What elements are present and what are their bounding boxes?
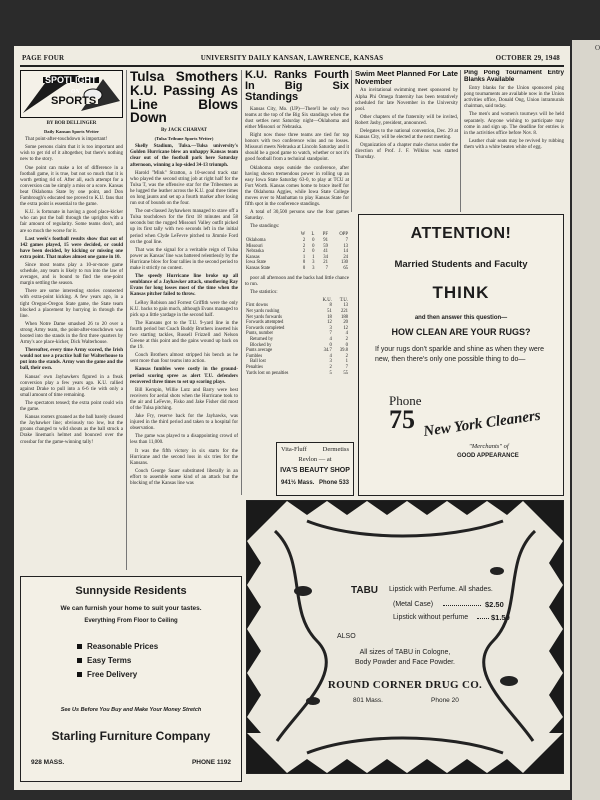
spotlight-column — [20, 70, 123, 570]
stat-label: Yards lost on penalties — [246, 370, 289, 376]
tulsa-continuation: poor all afternoon and the backs had little chance to run. — [245, 275, 349, 287]
cell: 2 — [302, 249, 306, 255]
column-rule — [241, 70, 242, 495]
standings-header: PF — [322, 232, 328, 238]
cleaners-attention: ATTENTION! — [410, 225, 512, 242]
standings-header: L — [311, 232, 315, 238]
paper-name: UNIVERSITY DAILY KANSAN, LAWRENCE, KANSAS — [200, 54, 384, 62]
cell: 0 — [345, 342, 348, 348]
beauty-shop-ad — [276, 442, 354, 496]
ku-ranks-paragraph: A total of 30,500 persons saw the four games Saturday. — [245, 210, 349, 222]
cell: 21 — [323, 260, 328, 266]
cell: 13 — [343, 243, 348, 249]
spotlight-paragraph: Since most teams play a 10-or-more game schedule, any team is likely to run into the law of averages, and is bound to find the one-point margin settling the season. — [20, 262, 123, 287]
standings-header: OPP — [339, 232, 348, 238]
cell: 59 — [323, 243, 328, 249]
tabu-line2-item: (Metal Case) — [393, 601, 434, 608]
cell: 12 — [343, 325, 348, 331]
furniture-ad-title: Sunnyside Residents — [75, 585, 187, 597]
cell: 24 — [343, 254, 348, 260]
table-row — [245, 371, 349, 377]
tulsa-paragraph: The game was played to a disappointing crowd of less than 11,000. — [130, 434, 238, 446]
furniture-ad-phone: PHONE 1192 — [191, 759, 231, 766]
cell: 4 — [345, 331, 348, 337]
ku-ranks-headline: K.U. Ranks Fourth In Big Six Standings — [245, 70, 349, 104]
tulsa-byline-role: (Tulsa Tribune Sports Writer) — [154, 136, 214, 142]
cell: 3 — [312, 266, 315, 271]
cell: 1 — [302, 254, 306, 260]
furniture-ad-lead: We can furnish your home to suit your tastes. — [60, 605, 202, 612]
cleaners-phone-label: Phone — [389, 393, 422, 408]
tulsa-byline: By JACK CHARVAT — [160, 128, 208, 134]
ping-pong-paragraph: The men's and women's tourneys will be held separately. Anyone wishing to participate may come in and sign up. The deadline for entries is in the activities office before Nov. 8. — [464, 112, 564, 136]
cell: 12 — [327, 320, 332, 326]
swim-meet-headline: Swim Meet Planned For Late November — [355, 70, 458, 86]
cell: 1 — [345, 359, 348, 365]
tulsa-paragraph: Harold "Mink" Stratton, a 10-second track star who played the second string job at right half for the Tulsa T, was the offensive star for the Tribesmen as he lugged the leather across the K.U. goal three times on long jaunts and set up a fourth marker after losing run out of bounds on the four. — [130, 170, 238, 207]
spotlight-paragraph: Last week's football results show that out of 142 games played, 15 were decided, or could have been decided, by kicking or missing one extra point. That makes almost one game in 10. — [20, 236, 123, 260]
tabu-line3-price: $1.50 — [491, 613, 510, 622]
spotlight-paragraph: That point-after-touchdown is important! — [25, 137, 108, 143]
tabu-ad-ornament-border — [247, 501, 563, 773]
tabu-line1: Lipstick with Perfume. All shades. — [389, 586, 493, 593]
stat-label: Blocked by — [250, 342, 272, 348]
beauty-ad-address: 941½ Mass. — [281, 480, 315, 486]
tulsa-paragraph: Kansas fumbles were costly in the ground-period scoring spree as alert T.U. defenders recovered three times to set up scoring plays. — [130, 367, 238, 385]
cell: 55 — [343, 370, 348, 376]
cleaners-tagline-2: GOOD APPEARANCE — [457, 453, 519, 459]
spotlight-paragraph: The spectators tensed; the extra point could win the game. — [20, 400, 123, 413]
cell: 4 — [329, 353, 332, 359]
cell: 7 — [345, 238, 348, 244]
spotlight-logo-top: SPOTLIGHT — [45, 75, 97, 85]
stat-label: Forwards completed — [246, 325, 285, 331]
team-name: Oklahoma — [246, 238, 266, 244]
stat-label: Punts, number — [246, 331, 274, 337]
tulsa-paragraph: Jake Fry, reserve back for the Jayhawks, was injured in the third period and taken to a hospital for observation. — [130, 414, 238, 432]
swim-meet-column — [355, 70, 458, 210]
tulsa-paragraph: Bill Kempin, Willie Lutz and Barry were best receivers for aerial shots when the Hurricane took to the air and LeFevre, Fisko and Jake Fisher did most of the Tulsa pitching. — [130, 387, 238, 411]
spotlight-byline: BY BOB DELLINGER — [46, 121, 97, 126]
team-name: Kansas State — [246, 266, 271, 271]
spotlight-paragraph: One point can make a lot of difference in a football game, it is true, but not so much that it is worth getting rid of. After all, each attempt for a conversion can be simply a miss or a score. Kansas beat Oklahoma State by one point, and Don Fambrough's educated toe proved to K.U. fans that the extra point is essential to the game. — [20, 165, 123, 208]
tulsa-column — [130, 70, 238, 495]
furniture-ad-address: 928 MASS. — [31, 759, 65, 766]
tulsa-paragraph: That was the signal for a veritable reign of Tulsa power as Kansas' line was battered relentlessly by the Hurricane blow for four tallies in the second period to make it strictly no contest. — [130, 247, 238, 272]
bullet-icon — [77, 658, 82, 663]
cell: 3 — [329, 359, 332, 365]
masthead-rule — [20, 65, 564, 67]
furniture-ad-cta: See Us Before You Buy and Make Your Money Stretch — [60, 707, 202, 713]
cleaners-phone-number: 75 — [389, 405, 415, 434]
feature-label: Reasonable Prices — [87, 641, 159, 651]
cell: 91 — [323, 238, 328, 244]
ping-pong-paragraph: Entry blanks for the Union sponsored ping pong tournaments are available now in the Union activities office, Donald Ong, Union intramurals chairman, said today. — [464, 86, 564, 110]
cell: 7 — [325, 266, 328, 271]
list-item — [77, 665, 158, 679]
column-rule — [126, 70, 127, 570]
spotlight-byline-role: Daily Kansan Sports Writer — [43, 129, 100, 135]
cell: 13 — [343, 303, 348, 309]
cell: 188 — [340, 314, 348, 320]
cell: 2 — [345, 353, 348, 359]
spotlight-paragraph: Kansas rooters groaned as the ball barely cleared the Jayhawker line; obviously too low, but the groans changed to wild shouts as the ball struck a Drake lineman's helmet and bounced over the crossbar for the game-winning tally! — [20, 415, 123, 445]
furniture-ad — [20, 576, 242, 782]
cell: 0 — [329, 342, 332, 348]
furniture-ad-sub: Everything From Floor to Ceiling — [84, 618, 178, 624]
ping-pong-paragraph: Leather chair seats may be revived by rubbing them with a white beaten white of egg. — [464, 138, 564, 150]
bullet-icon — [77, 672, 82, 677]
ping-pong-headline: Ping Pong Tournament Entry Blanks Available — [464, 70, 564, 83]
stat-label: Fumbles — [246, 353, 263, 359]
stat-label: Net yards forwards — [246, 314, 282, 320]
tulsa-paragraph: LeRoy Robison and Forrest Griffith were the only K.U. backs to gain much, although Evans managed to pick up a little yardage in the second half. — [130, 300, 238, 318]
spotlight-logo-on: ON — [71, 89, 80, 95]
swim-paragraph: Delegates to the national convention, Dec. 29 at Kansas City, will be elected at the next meeting. — [355, 129, 458, 141]
cell: 2 — [345, 337, 348, 343]
cell: 8 — [329, 303, 332, 309]
cell: 41 — [323, 249, 328, 255]
team-name: Iowa State — [246, 260, 266, 266]
cell: 221 — [340, 309, 348, 315]
cell: 20 — [343, 320, 348, 326]
cell: 2 — [302, 238, 306, 244]
furniture-ad-feature-list — [77, 637, 158, 679]
cleaners-how-clean: HOW CLEAN ARE YOUR RUGS? — [391, 327, 531, 337]
tulsa-paragraph: Couch George Sauer substituted liberally in an effort to assemble some kind of an attack but the blocking of the Kansas line was — [130, 468, 238, 487]
tulsa-paragraph: The out-classed Jayhawkers managed to stave off a Tulsa touchdown for the first 18 minutes and 58 seconds but the rugged Missouri Valley outfit picked up its first tally with two seconds left in the initial period when Clyde LeFevre pitched to Jimmie Ford on the goal line. — [130, 209, 238, 245]
spotlight-logo-bottom: SPORTS — [51, 95, 97, 107]
cell: 34.7 — [323, 348, 332, 354]
tabu-line4: All sizes of TABU in Cologne, — [359, 649, 451, 656]
spotlight-paragraph: Kansas' own Jayhawkers figured in a freak conversion play a few years ago. K.U. rallied against Drake to pull into a 6-6 tie with only a small amount of time remaining. — [20, 374, 123, 398]
list-item — [77, 637, 158, 651]
adjacent-page-mark: O — [595, 44, 600, 52]
ku-ranks-paragraph: Right now those three teams are tied for top honors with two conference wins and no losses. Missouri meets Nebraska at Lincoln Saturday and it should be a good game to watch, whether or not it's good football from a technical standpoint. — [245, 133, 349, 163]
stats-header: K.U. — [322, 297, 332, 303]
cell: 3 — [329, 325, 332, 331]
cell: 0 — [302, 260, 306, 266]
feature-label: Easy Terms — [87, 655, 132, 665]
tabu-phone: Phone 20 — [431, 697, 459, 704]
cell: 130 — [340, 260, 348, 266]
cleaners-tagline-1: "Merchants" of — [469, 443, 509, 450]
bullet-icon — [77, 644, 82, 649]
cleaners-ad — [358, 214, 564, 496]
stat-label: Returned by — [250, 337, 274, 343]
statistics-table — [245, 298, 349, 376]
tulsa-paragraph: The speedy Hurricane line broke up all semblance of a Jayhawker attack, smothering Ray Evans for long losses most of the time when the Kansas pitcher failed to throw. — [130, 274, 238, 298]
stat-label: Net yards rushing — [246, 309, 280, 315]
team-name: Nebraska — [246, 249, 264, 255]
stat-label: Punts average — [246, 348, 273, 354]
ku-ranks-column — [245, 70, 349, 490]
tabu-line3-item: Lipstick without perfume — [393, 614, 469, 621]
feature-label: Free Delivery — [87, 669, 138, 679]
page-number: PAGE FOUR — [22, 54, 65, 62]
cleaners-body: If your rugs don't sparkle and shine as when they were new, then there's only one possible thing to do— — [375, 346, 545, 363]
ping-pong-column — [464, 70, 564, 210]
ku-ranks-paragraph: Oklahoma steps outside the conference, after having shown tremendous power in rolling up an easy Iowa State Saturday 63-0, to play at TCU at Fort Worth. Kansas comes home to brace itself for the Oklahoma Aggies, while Iowa State College moves over to Manhattan to play Kansas State for fifth spot in the conference standings. — [245, 165, 349, 208]
standings-header: W — [300, 232, 306, 238]
cell: 65 — [343, 266, 348, 271]
swim-paragraph: An invitational swimming meet sponsored by Alpha Phi Omega fraternity has been tentatively scheduled for late November in the University pool. — [355, 88, 458, 112]
cell: 7 — [345, 365, 348, 370]
stats-header: T.U. — [339, 297, 348, 303]
cell: 34 — [323, 254, 328, 260]
standings-intro: The standings: — [250, 224, 280, 230]
spotlight-paragraph: Thereafter, every time Army scored, the Irish would not use a practice ball for Walterhouse to put into the stands. Army won the game and the ball, their own. — [20, 348, 123, 372]
spotlight-logo — [20, 70, 123, 118]
swim-paragraph: Organization of a chapter male chorus under the direction of Prof. J. F. Wilkins was started Thursday. — [355, 143, 458, 161]
spotlight-paragraph: Some persons claim that it is too important and wish to get rid of it altogether, but there's nothing new to the story. — [20, 145, 123, 163]
cleaners-brand: New York Cleaners — [422, 407, 542, 440]
tulsa-paragraph: It was the fifth victory in six starts for the Hurricane and the second loss in six tries for the Kansans. — [130, 448, 238, 466]
cell: 39.8 — [339, 348, 348, 354]
stat-label: First downs — [246, 303, 269, 309]
cell: 1 — [312, 254, 315, 260]
cell: 5 — [329, 370, 332, 376]
beauty-ad-name: IVA'S BEAUTY SHOP — [280, 467, 350, 474]
team-name: Missouri — [246, 243, 263, 249]
beauty-ad-phone: Phone 533 — [318, 480, 349, 486]
cell: 4 — [329, 337, 332, 343]
cell: 18 — [327, 314, 332, 320]
cleaners-audience: Married Students and Faculty — [394, 259, 528, 270]
tabu-address: 801 Mass. — [353, 697, 383, 704]
spotlight-paragraph: When Notre Dame smashed 26 to 20 over a strong Army team, the point-after-touchdown was booted into the stands in the first three quarters by Army's ace place-kicker, Dick Walterhouse. — [20, 321, 123, 346]
cell: 14 — [343, 249, 348, 255]
cell: 3 — [312, 260, 315, 266]
cell: 2 — [329, 365, 332, 370]
cell: 0 — [312, 243, 315, 249]
ku-ranks-paragraph: Kansas City, Mo. (UP)—There'll be only two teams at the top of the Big Six standings when the dust settles next Saturday night—Oklahoma and either Missouri or Nebraska. — [245, 106, 349, 130]
tabu-ad — [246, 500, 564, 774]
tulsa-paragraph: Couch Brothers almost stripped his bench as he sent more than four teams into action. — [130, 353, 238, 365]
stat-label: Forwards attempted — [246, 320, 284, 326]
furniture-ad-company: Starling Furniture Company — [51, 729, 211, 743]
cell: 51 — [327, 309, 332, 315]
team-name: Kansas — [246, 254, 260, 260]
beauty-ad-line2: Revlon — at — [298, 456, 332, 463]
beauty-ad-product-1: Vita-Fluff — [281, 446, 307, 453]
cell: 7 — [329, 331, 332, 337]
column-rule — [351, 70, 352, 212]
cell: 0 — [312, 238, 315, 244]
spotlight-paragraph: K.U. is fortunate in having a good place-kicker who can put the ball through the uprights with a fair amount of regularity. Some teams don't, and are so much the worse for it. — [20, 210, 123, 234]
tabu-brand: TABU — [351, 585, 379, 596]
column-rule — [460, 70, 461, 212]
cell: 0 — [302, 266, 306, 271]
tabu-leader — [443, 605, 481, 606]
stat-label: Ball lost — [250, 359, 266, 365]
list-item — [77, 651, 158, 665]
tulsa-paragraph: Skelly Stadium, Tulsa.—Tulsa university's Golden Hurricane blew an unhappy Kansas team clear out of the football park here Saturday afternoon, winning a lop-sided 34-13 triumph. — [130, 144, 238, 168]
cell: 0 — [312, 249, 315, 255]
issue-date: OCTOBER 29, 1948 — [495, 54, 560, 62]
spotlight-paragraph: There are some interesting stories connected with extra-point kicking. A few years ago, in a tight Oregon-Oregon State game, the State team blocked a placement by hurrying in through the line. — [20, 289, 123, 319]
tulsa-paragraph: The Kansans got to the T.U. 9-yard line in the fourth period but Coach Buddy Brothers inserted his two starting tackles, Russell Frizzell and Nelson Greene at this point and the gains wound up back on the 19. — [130, 320, 238, 351]
cell: 2 — [302, 243, 306, 249]
tabu-leader — [477, 618, 489, 619]
swim-paragraph: Other chapters of the fraternity will be invited, Robert Jasby, president, announced. — [355, 114, 458, 126]
standings-table — [245, 232, 349, 271]
stats-intro: The statistics: — [250, 289, 278, 295]
adjacent-page-edge — [572, 40, 600, 800]
beauty-ad-product-2: Dermetiss — [322, 446, 349, 453]
cleaners-question: and then answer this question— — [414, 315, 508, 321]
tabu-line5: Body Powder and Face Powder. — [354, 659, 455, 666]
stat-label: Penalties — [246, 365, 263, 370]
cleaners-think: THINK — [432, 283, 490, 302]
tabu-also: ALSO — [337, 633, 356, 640]
tabu-line2-price: $2.50 — [485, 600, 504, 609]
tulsa-headline: Tulsa Smothers K.U. Passing As Line Blows Down — [130, 70, 238, 126]
newspaper-page — [14, 46, 570, 790]
tabu-store: ROUND CORNER DRUG CO. — [327, 679, 483, 691]
